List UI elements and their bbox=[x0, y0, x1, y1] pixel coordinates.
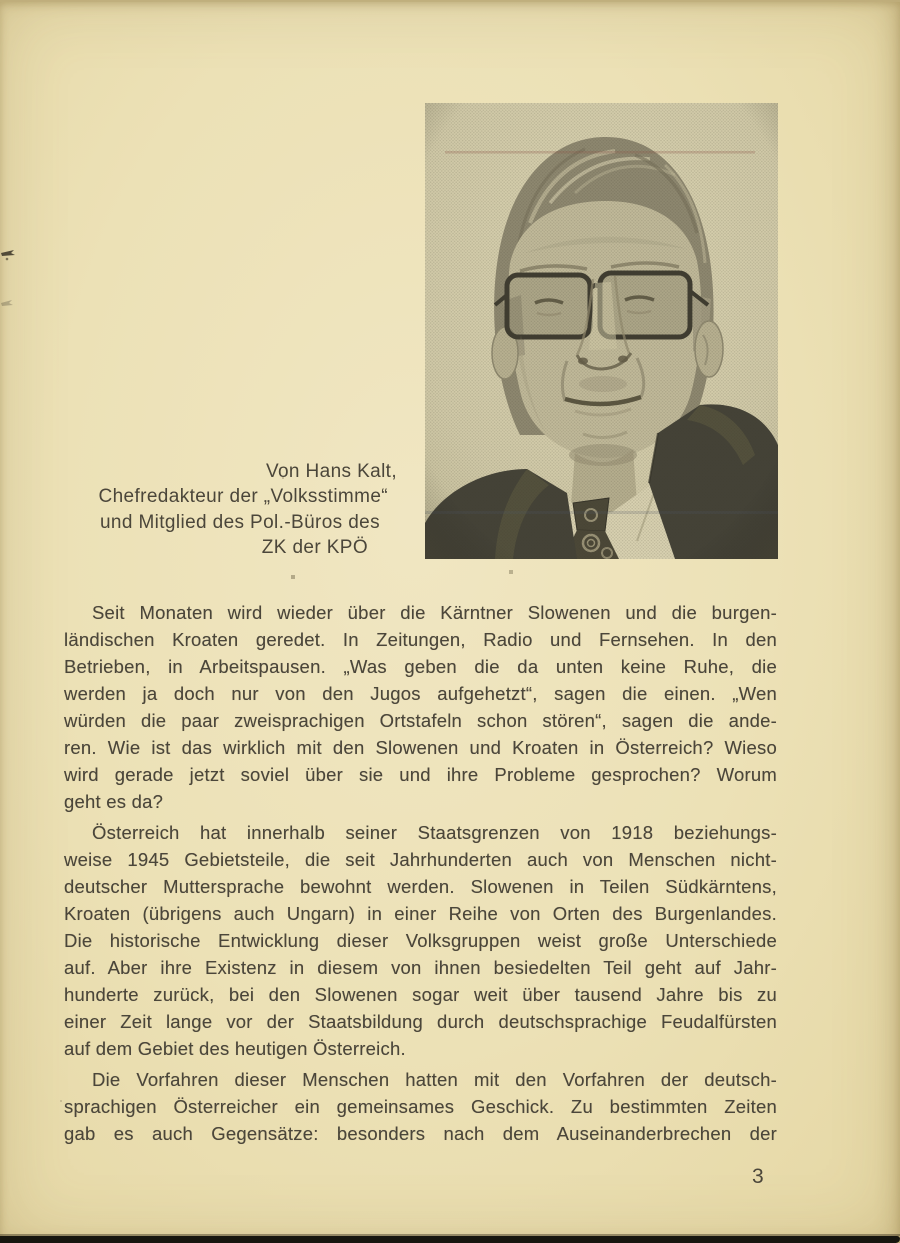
page-number: 3 bbox=[752, 1165, 765, 1188]
portrait-illustration bbox=[425, 103, 778, 559]
paragraph bbox=[64, 599, 777, 815]
text-line: würden die paar zweisprachigen Ortstafeln schon stören“, sagen die ande- bbox=[64, 710, 777, 731]
text-line: Betrieben, in Arbeitspausen. „Was geben die da unten keine Ruhe, die bbox=[64, 656, 777, 677]
text-line: hunderte zurück, bei den Slowenen sogar weit über tausend Jahre bis zu bbox=[64, 984, 777, 1005]
article-body bbox=[64, 599, 777, 1147]
text-line: sprachigen Österreicher ein gemeinsames Geschick. Zu bestimmten Zeiten bbox=[64, 1096, 777, 1117]
text-line: wird gerade jetzt soviel über sie und ihre Probleme gesprochen? Worum bbox=[64, 764, 777, 785]
scan-edge-bottom bbox=[0, 1236, 900, 1243]
text-line: gab es auch Gegensätze: besonders nach dem Auseinanderbrechen der bbox=[64, 1123, 777, 1144]
text-line: Österreich hat innerhalb seiner Staatsgrenzen von 1918 beziehungs- bbox=[92, 822, 777, 843]
caption-line: Von Hans Kalt, bbox=[265, 461, 397, 482]
ink-smudge bbox=[0, 244, 26, 262]
paragraph bbox=[64, 1066, 777, 1147]
text-line: Die Vorfahren dieser Menschen hatten mit den Vorfahren der deutsch- bbox=[92, 1069, 777, 1090]
text-line: Kroaten (übrigens auch Ungarn) in einer Reihe von Orten des Burgenlandes. bbox=[64, 903, 777, 924]
text-line: deutscher Muttersprache bewohnt werden. Slowenen in Teilen Südkärntens, bbox=[64, 876, 777, 897]
ink-smudge-faint bbox=[0, 296, 22, 310]
caption-line: und Mitglied des Pol.-Büros des bbox=[99, 511, 380, 533]
scan-noise-specks bbox=[0, 0, 2, 2]
author-caption bbox=[58, 459, 397, 561]
portrait-photo bbox=[425, 103, 778, 559]
caption-line: Chefredakteur der „Volksstimme“ bbox=[98, 486, 388, 508]
vignette bbox=[425, 103, 778, 559]
text-line: werden ja doch nur von den Jugos aufgehetzt“, sagen die einen. „Wen bbox=[64, 683, 777, 704]
text-line: geht es da? bbox=[64, 791, 164, 812]
text-line: ländischen Kroaten geredet. In Zeitungen, Radio und Fernsehen. In den bbox=[64, 629, 777, 650]
paragraph bbox=[64, 819, 777, 1062]
caption-line: ZK der KPÖ bbox=[261, 537, 368, 559]
text-line: auf. Aber ihre Existenz in diesem von ihnen besiedelten Teil geht auf Jahr- bbox=[64, 957, 777, 978]
scan-edge-top bbox=[0, 0, 900, 2]
text-line: Die historische Entwicklung dieser Volksgruppen weist große Unterschiede bbox=[64, 930, 777, 951]
text-line: Seit Monaten wird wieder über die Kärntner Slowenen und die burgen- bbox=[92, 602, 777, 623]
text-line: einer Zeit lange vor der Staatsbildung durch deutschsprachige Feudalfürsten bbox=[64, 1011, 777, 1032]
text-line: ren. Wie ist das wirklich mit den Slowenen und Kroaten in Österreich? Wieso bbox=[64, 737, 777, 758]
text-line: auf dem Gebiet des heutigen Österreich. bbox=[64, 1038, 406, 1059]
text-line: weise 1945 Gebietsteile, die seit Jahrhunderten auch von Menschen nicht- bbox=[64, 849, 777, 870]
